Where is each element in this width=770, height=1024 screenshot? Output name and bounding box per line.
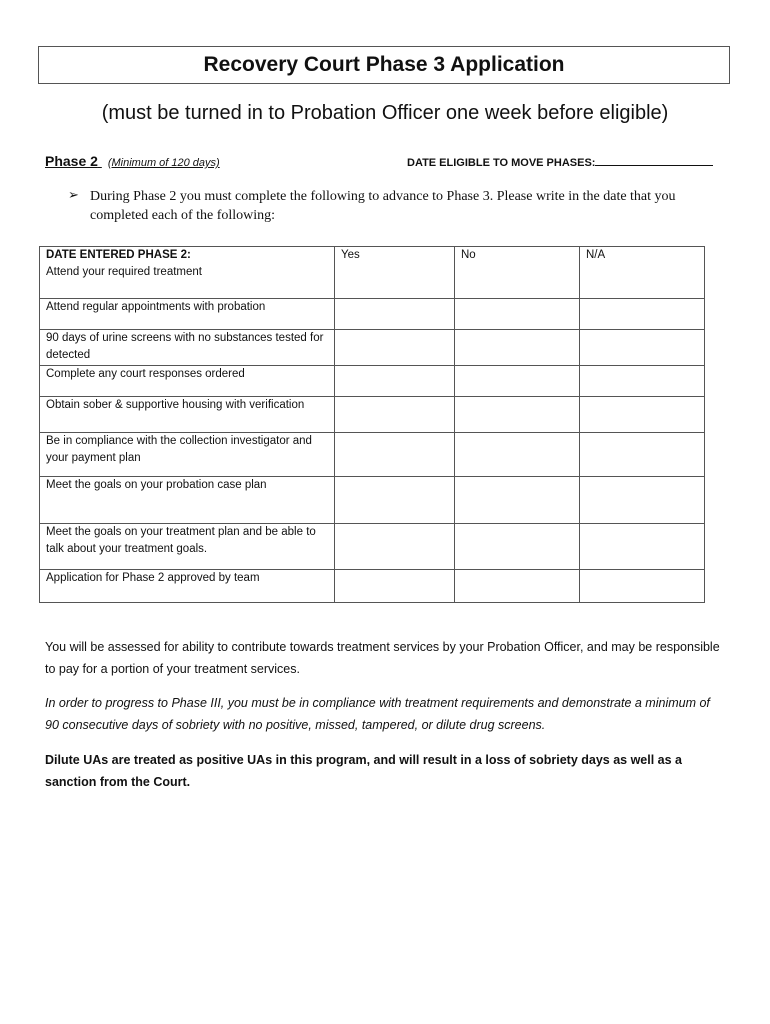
no-cell[interactable]	[455, 397, 580, 433]
requirement-label: Meet the goals on your treatment plan and be able to talk about your treatment goals.	[40, 524, 335, 570]
yes-cell[interactable]	[335, 299, 455, 330]
phase-name: Phase 2	[45, 153, 98, 169]
date-entered-label: DATE ENTERED PHASE 2:	[46, 249, 191, 261]
requirement-label: Obtain sober & supportive housing with verification	[40, 397, 335, 433]
table-row	[40, 433, 705, 477]
instruction-bullet	[68, 187, 728, 225]
yes-cell[interactable]	[335, 477, 455, 524]
table-row	[40, 477, 705, 524]
no-cell[interactable]	[455, 330, 580, 366]
na-cell[interactable]	[580, 477, 705, 524]
yes-cell[interactable]	[335, 570, 455, 603]
table-row	[40, 366, 705, 397]
eligible-date-label: DATE ELIGIBLE TO MOVE PHASES:	[407, 157, 596, 169]
no-cell[interactable]	[455, 477, 580, 524]
requirement-label: Attend your required treatment	[46, 266, 202, 278]
na-cell[interactable]	[580, 366, 705, 397]
table-row	[40, 247, 705, 299]
phase-label	[45, 153, 220, 169]
no-cell[interactable]	[455, 570, 580, 603]
no-cell[interactable]	[455, 524, 580, 570]
table-row	[40, 570, 705, 603]
no-cell[interactable]	[455, 433, 580, 477]
column-header-no: No	[455, 247, 580, 299]
no-cell[interactable]	[455, 299, 580, 330]
eligible-date-blank[interactable]	[595, 155, 713, 166]
requirement-cell	[40, 247, 335, 299]
na-cell[interactable]	[580, 330, 705, 366]
arrow-bullet-icon: ➢	[68, 187, 79, 202]
yes-cell[interactable]	[335, 397, 455, 433]
page-subtitle: (must be turned in to Probation Officer one week before eligible)	[101, 102, 669, 124]
progress-paragraph: In order to progress to Phase III, you must be in compliance with treatment requirements and demonstrate a minimum of 90 consecutive days of sobriety with no positive, missed, tampered, or dilute drug screens.	[45, 696, 710, 732]
na-cell[interactable]	[580, 570, 705, 603]
yes-cell[interactable]	[335, 330, 455, 366]
requirement-label: 90 days of urine screens with no substances tested for detected	[40, 330, 335, 366]
table-row	[40, 397, 705, 433]
dilute-warning-paragraph: Dilute UAs are treated as positive UAs in this program, and will result in a loss of sobriety days as well as a sanction from the Court.	[45, 753, 683, 789]
na-cell[interactable]	[580, 524, 705, 570]
assessment-paragraph: You will be assessed for ability to contribute towards treatment services by your Probation Officer, and may be responsible to pay for a portion of your treatment services.	[45, 640, 720, 676]
instruction-text: During Phase 2 you must complete the following to advance to Phase 3. Please write in the date that you completed each of the following:	[90, 189, 676, 223]
na-cell[interactable]	[580, 433, 705, 477]
no-cell[interactable]	[455, 366, 580, 397]
na-cell[interactable]	[580, 397, 705, 433]
requirements-table	[39, 246, 705, 603]
yes-cell[interactable]	[335, 366, 455, 397]
requirement-label: Complete any court responses ordered	[40, 366, 335, 397]
column-header-na: N/A	[580, 247, 705, 299]
yes-cell[interactable]	[335, 433, 455, 477]
eligible-date-field[interactable]	[407, 155, 713, 169]
phase-minimum: (Minimum of 120 days)	[107, 157, 220, 169]
table-row	[40, 299, 705, 330]
requirement-label: Attend regular appointments with probation	[40, 299, 335, 330]
yes-cell[interactable]	[335, 524, 455, 570]
column-header-yes: Yes	[335, 247, 455, 299]
title-box	[38, 46, 730, 84]
page-title: Recovery Court Phase 3 Application	[203, 53, 565, 76]
table-row	[40, 330, 705, 366]
requirement-label: Application for Phase 2 approved by team	[40, 570, 335, 603]
requirement-label: Meet the goals on your probation case plan	[40, 477, 335, 524]
phase-line	[45, 153, 725, 173]
table-row	[40, 524, 705, 570]
requirement-label: Be in compliance with the collection investigator and your payment plan	[40, 433, 335, 477]
na-cell[interactable]	[580, 299, 705, 330]
